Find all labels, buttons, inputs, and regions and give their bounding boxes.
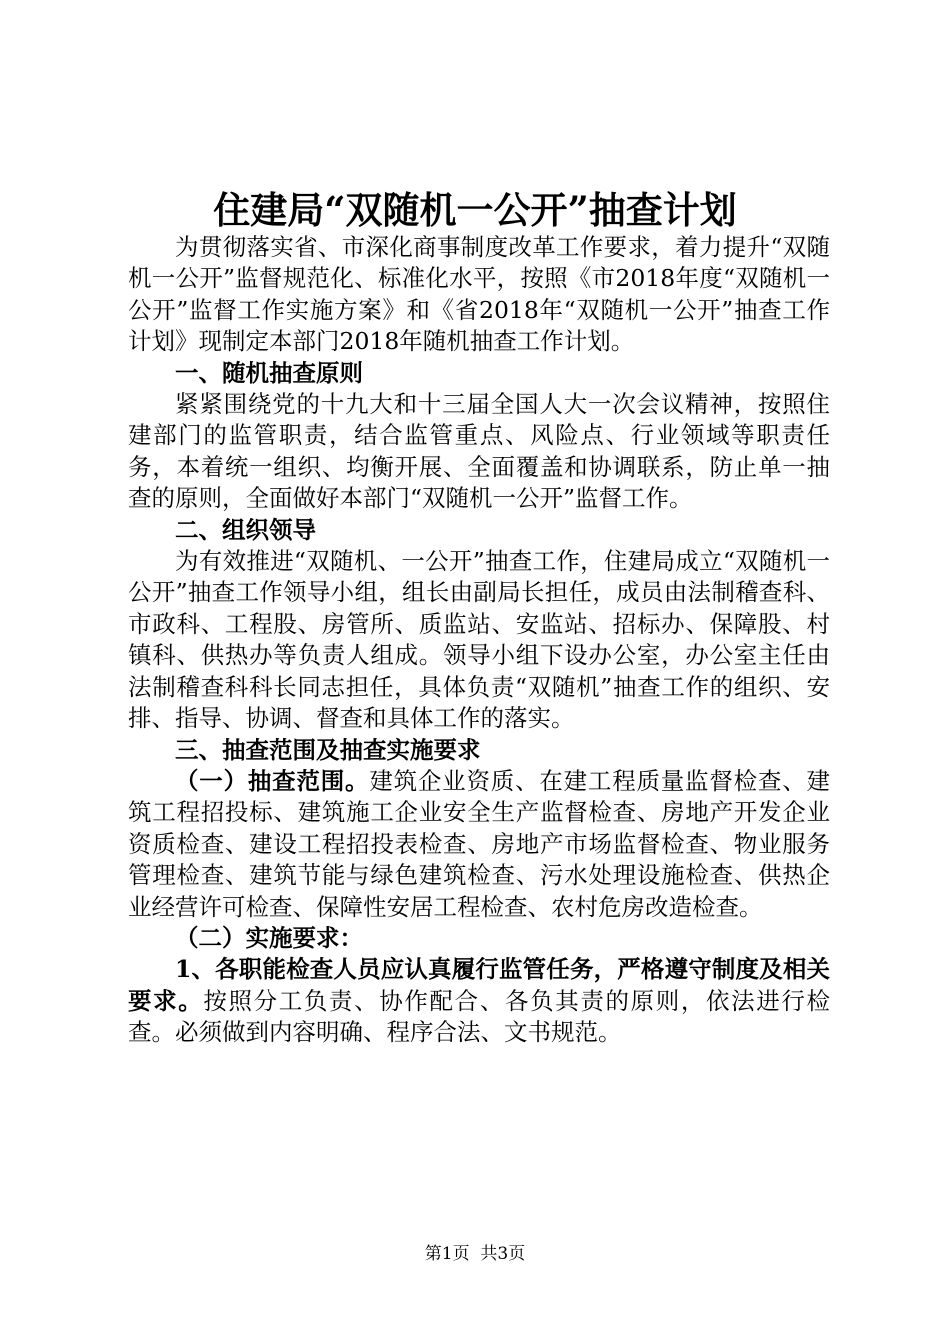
section-1-paragraph: 紧紧围绕党的十九大和十三届全国人大一次会议精神，按照住建部门的监管职责，结合监管重点、风险点、行业领域等职责任务，本着统一组织、均衡开展、全面覆盖和协调联系，防止单一抽查的原则，全面做好本部门“双随机一公开”监督工作。 [128,390,830,513]
requirements-heading: （二）实施要求： [175,923,363,952]
section-3-heading: 三、抽查范围及抽查实施要求 [175,735,481,764]
scope-lead: （一）抽查范围。 [175,766,370,795]
requirement-1-text: 按照分工负责、协作配合、各负其责的原则，依法进行检查。必须做到内容明确、程序合法、文书规范。 [128,986,831,1047]
section-2-paragraph: 为有效推进“双随机、一公开”抽查工作，住建局成立“双随机一公开”抽查工作领导小组，组长由副局长担任，成员由法制稽查科、市政科、工程股、房管所、质监站、安监站、招标办、保障股、村镇科、供热办等负责人组成。领导小组下设办公室，办公室主任由法制稽查科科长同志担任，具体负责“双随机”抽查工作的组织、安排、指导、协调、督查和具体工作的落实。 [128,547,830,733]
document-body [128,232,830,1049]
section-1-heading: 一、随机抽查原则 [175,358,363,387]
page-number: 第1页 [424,1244,470,1264]
section-2-heading: 二、组织领导 [175,515,316,544]
requirement-1-paragraph [128,954,830,1048]
scope-text: 建筑企业资质、在建工程质量监督检查、建筑工程招投标、建筑施工企业安全生产监督检查、房地产开发企业资质检查、建设工程招投表检查、房地产市场监督检查、物业服务管理检查、建筑节能与绿色建筑检查、污水处理设施检查、供热企业经营许可检查、保障性安居工程检查、农村危房改造检查。 [128,766,831,921]
scope-paragraph [128,766,830,923]
page-total: 共3页 [480,1244,526,1264]
requirement-1-lead: 1、各职能检查人员应认真履行监管任务，严格遵守制度及相关要求。 [128,955,830,1015]
document-title: 住建局“双随机一公开”抽查计划 [213,188,737,232]
intro-paragraph: 为贯彻落实省、市深化商事制度改革工作要求，着力提升“双随机一公开”监督规范化、标准化水平，按照《市2018年度“双随机一公开”监督工作实施方案》和《省2018年“双随机一公开”抽查工作计划》现制定本部门2018年随机抽查工作计划。 [128,233,830,356]
page-footer [0,1242,950,1266]
